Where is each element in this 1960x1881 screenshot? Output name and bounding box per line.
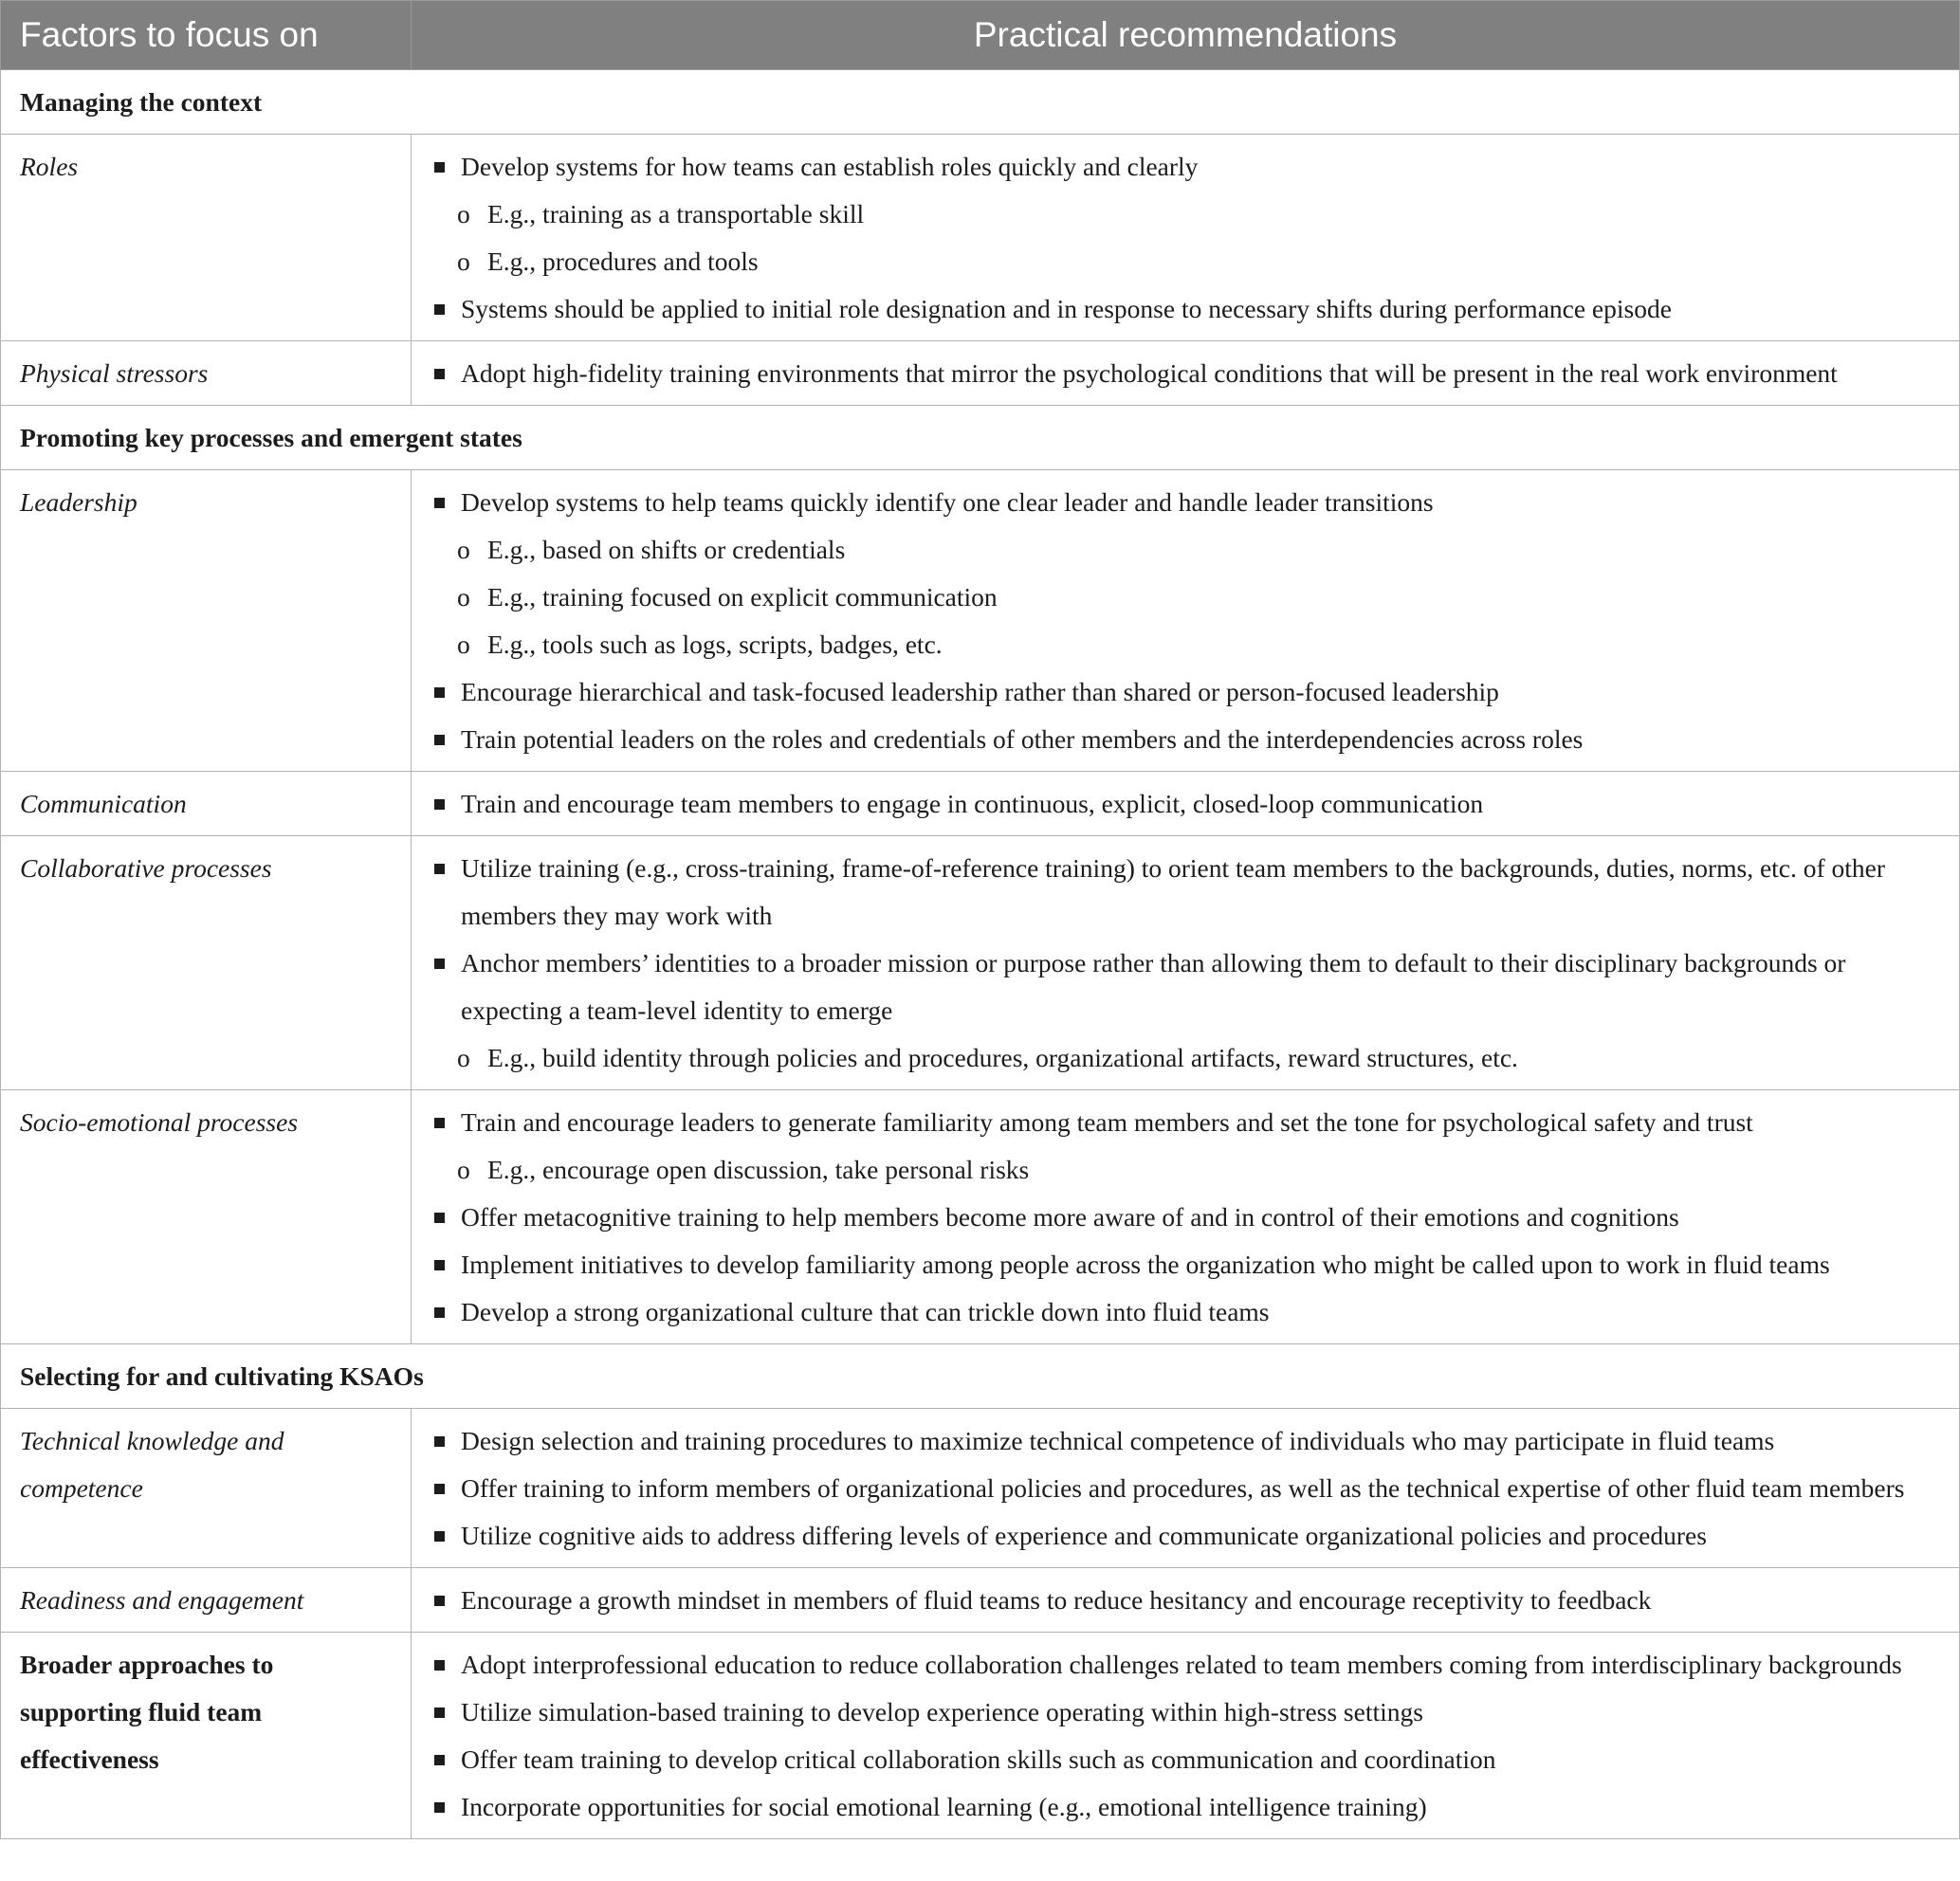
table-row [1, 836, 1960, 1090]
recommendation-item [434, 1099, 1944, 1146]
recommendation-text: E.g., training as a transportable skill [487, 199, 865, 228]
recommendation-item [434, 479, 1944, 526]
recommendation-item [434, 143, 1944, 191]
recommendation-text: Utilize simulation-based training to develop experience operating within high-stress settings [461, 1697, 1423, 1726]
recommendation-item [434, 940, 1944, 1034]
circle-bullet-icon: o [457, 630, 470, 659]
recommendation-text: Develop a strong organizational culture that can trickle down into fluid teams [461, 1297, 1270, 1326]
recommendations-cell [412, 772, 1960, 836]
recommendation-text: E.g., tools such as logs, scripts, badges, etc. [487, 630, 943, 659]
recommendation-text: Encourage a growth mindset in members of fluid teams to reduce hesitancy and encourage receptivity to feedback [461, 1585, 1652, 1615]
section-heading: Promoting key processes and emergent states [1, 406, 1960, 470]
square-bullet-icon [434, 1288, 461, 1336]
square-bullet-icon [434, 845, 461, 892]
example-subitem [434, 1146, 1944, 1194]
recommendation-text: Utilize cognitive aids to address differing levels of experience and communicate organizational policies and procedures [461, 1521, 1707, 1550]
square-bullet-icon [434, 780, 461, 828]
recommendation-item [434, 1417, 1944, 1465]
recommendations-cell [412, 341, 1960, 406]
recommendation-text: Train potential leaders on the roles and credentials of other members and the interdependencies across roles [461, 724, 1584, 754]
section-heading: Selecting for and cultivating KSAOs [1, 1344, 1960, 1409]
table-row [1, 772, 1960, 836]
recommendation-text: E.g., based on shifts or credentials [487, 535, 846, 564]
recommendations-cell [412, 1409, 1960, 1568]
section-row [1, 406, 1960, 470]
factor-label: Broader approaches to supporting fluid team effectiveness [1, 1633, 412, 1839]
recommendations-cell [412, 836, 1960, 1090]
square-bullet-icon [434, 1099, 461, 1146]
recommendation-text: Anchor members’ identities to a broader mission or purpose rather than allowing them to default to their disciplinary backgrounds or expecting a team-level identity to emerge [461, 948, 1846, 1025]
section-row [1, 70, 1960, 135]
recommendation-item [434, 350, 1944, 397]
recommendations-cell [412, 470, 1960, 772]
recommendations-cell [412, 1568, 1960, 1633]
square-bullet-icon [434, 350, 461, 397]
recommendation-item [434, 716, 1944, 763]
square-bullet-icon [434, 143, 461, 191]
factor-label: Readiness and engagement [1, 1568, 412, 1633]
recommendation-item [434, 1241, 1944, 1288]
table-row [1, 470, 1960, 772]
recommendation-text: Offer training to inform members of organizational policies and procedures, as well as the technical expertise of other fluid team members [461, 1473, 1905, 1503]
square-bullet-icon [434, 1577, 461, 1624]
table-row [1, 1568, 1960, 1633]
circle-bullet-icon: o [457, 199, 470, 228]
factor-label: Collaborative processes [1, 836, 412, 1090]
recommendation-item [434, 1689, 1944, 1736]
recommendation-item [434, 1465, 1944, 1512]
recommendations-cell [412, 1090, 1960, 1344]
square-bullet-icon [434, 1736, 461, 1783]
recommendation-item [434, 1641, 1944, 1689]
recommendation-text: Systems should be applied to initial role designation and in response to necessary shifts during performance episode [461, 294, 1672, 323]
recommendation-item [434, 1288, 1944, 1336]
recommendation-text: E.g., procedures and tools [487, 247, 759, 276]
square-bullet-icon [434, 479, 461, 526]
recommendation-text: E.g., encourage open discussion, take personal risks [487, 1155, 1030, 1184]
table-header-row [1, 1, 1960, 70]
section-heading: Managing the context [1, 70, 1960, 135]
circle-bullet-icon: o [457, 535, 470, 564]
recommendation-text: Train and encourage team members to engage in continuous, explicit, closed-loop communication [461, 789, 1484, 818]
factor-label: Socio-emotional processes [1, 1090, 412, 1344]
square-bullet-icon [434, 716, 461, 763]
table-row [1, 341, 1960, 406]
example-subitem [434, 191, 1944, 238]
recommendation-item [434, 1194, 1944, 1241]
recommendation-item [434, 285, 1944, 333]
factor-label: Physical stressors [1, 341, 412, 406]
example-subitem [434, 621, 1944, 668]
circle-bullet-icon: o [457, 1155, 470, 1184]
square-bullet-icon [434, 1783, 461, 1831]
recommendations-cell [412, 1633, 1960, 1839]
example-subitem [434, 1034, 1944, 1082]
recommendation-text: Encourage hierarchical and task-focused leadership rather than shared or person-focused leadership [461, 677, 1499, 706]
table-row [1, 1090, 1960, 1344]
recommendation-text: Adopt high-fidelity training environments that mirror the psychological conditions that will be present in the real work environment [461, 358, 1838, 388]
factor-label: Leadership [1, 470, 412, 772]
square-bullet-icon [434, 1194, 461, 1241]
circle-bullet-icon: o [457, 1043, 470, 1072]
recommendation-text: Develop systems for how teams can establish roles quickly and clearly [461, 152, 1199, 181]
square-bullet-icon [434, 1641, 461, 1689]
recommendation-item [434, 1512, 1944, 1560]
section-row [1, 1344, 1960, 1409]
circle-bullet-icon: o [457, 247, 470, 276]
recommendation-item [434, 780, 1944, 828]
recommendation-item [434, 1577, 1944, 1624]
recommendation-text: E.g., build identity through policies and procedures, organizational artifacts, reward structures, etc. [487, 1043, 1518, 1072]
factor-label: Roles [1, 135, 412, 341]
example-subitem [434, 526, 1944, 574]
square-bullet-icon [434, 285, 461, 333]
circle-bullet-icon: o [457, 582, 470, 612]
recommendation-item [434, 668, 1944, 716]
square-bullet-icon [434, 668, 461, 716]
recommendation-text: Develop systems to help teams quickly identify one clear leader and handle leader transitions [461, 487, 1434, 517]
table-row [1, 1633, 1960, 1839]
recommendation-text: Offer team training to develop critical collaboration skills such as communication and coordination [461, 1744, 1496, 1774]
column-header-recommendations: Practical recommendations [412, 1, 1960, 70]
example-subitem [434, 238, 1944, 285]
recommendation-text: Implement initiatives to develop familiarity among people across the organization who might be called upon to work in fluid teams [461, 1250, 1830, 1279]
table-row [1, 135, 1960, 341]
recommendation-item [434, 1783, 1944, 1831]
square-bullet-icon [434, 1465, 461, 1512]
recommendation-text: Design selection and training procedures to maximize technical competence of individuals who may participate in fluid teams [461, 1426, 1775, 1455]
recommendation-text: Utilize training (e.g., cross-training, frame-of-reference training) to orient team members to the backgrounds, duties, norms, etc. of other members they may work with [461, 853, 1886, 930]
table-body [1, 70, 1960, 1839]
recommendation-text: Train and encourage leaders to generate familiarity among team members and set the tone for psychological safety and trust [461, 1107, 1753, 1137]
table-row [1, 1409, 1960, 1568]
square-bullet-icon [434, 1689, 461, 1736]
square-bullet-icon [434, 1241, 461, 1288]
recommendation-text: Adopt interprofessional education to reduce collaboration challenges related to team members coming from interdisciplinary backgrounds [461, 1650, 1902, 1679]
recommendation-text: E.g., training focused on explicit communication [487, 582, 998, 612]
recommendation-item [434, 845, 1944, 940]
square-bullet-icon [434, 940, 461, 987]
recommendation-text: Incorporate opportunities for social emotional learning (e.g., emotional intelligence training) [461, 1792, 1427, 1821]
column-header-factors: Factors to focus on [1, 1, 412, 70]
square-bullet-icon [434, 1417, 461, 1465]
example-subitem [434, 574, 1944, 621]
recommendation-item [434, 1736, 1944, 1783]
recommendations-cell [412, 135, 1960, 341]
square-bullet-icon [434, 1512, 461, 1560]
factor-label: Communication [1, 772, 412, 836]
recommendation-text: Offer metacognitive training to help members become more aware of and in control of their emotions and cognitions [461, 1202, 1679, 1232]
factor-label: Technical knowledge and competence [1, 1409, 412, 1568]
